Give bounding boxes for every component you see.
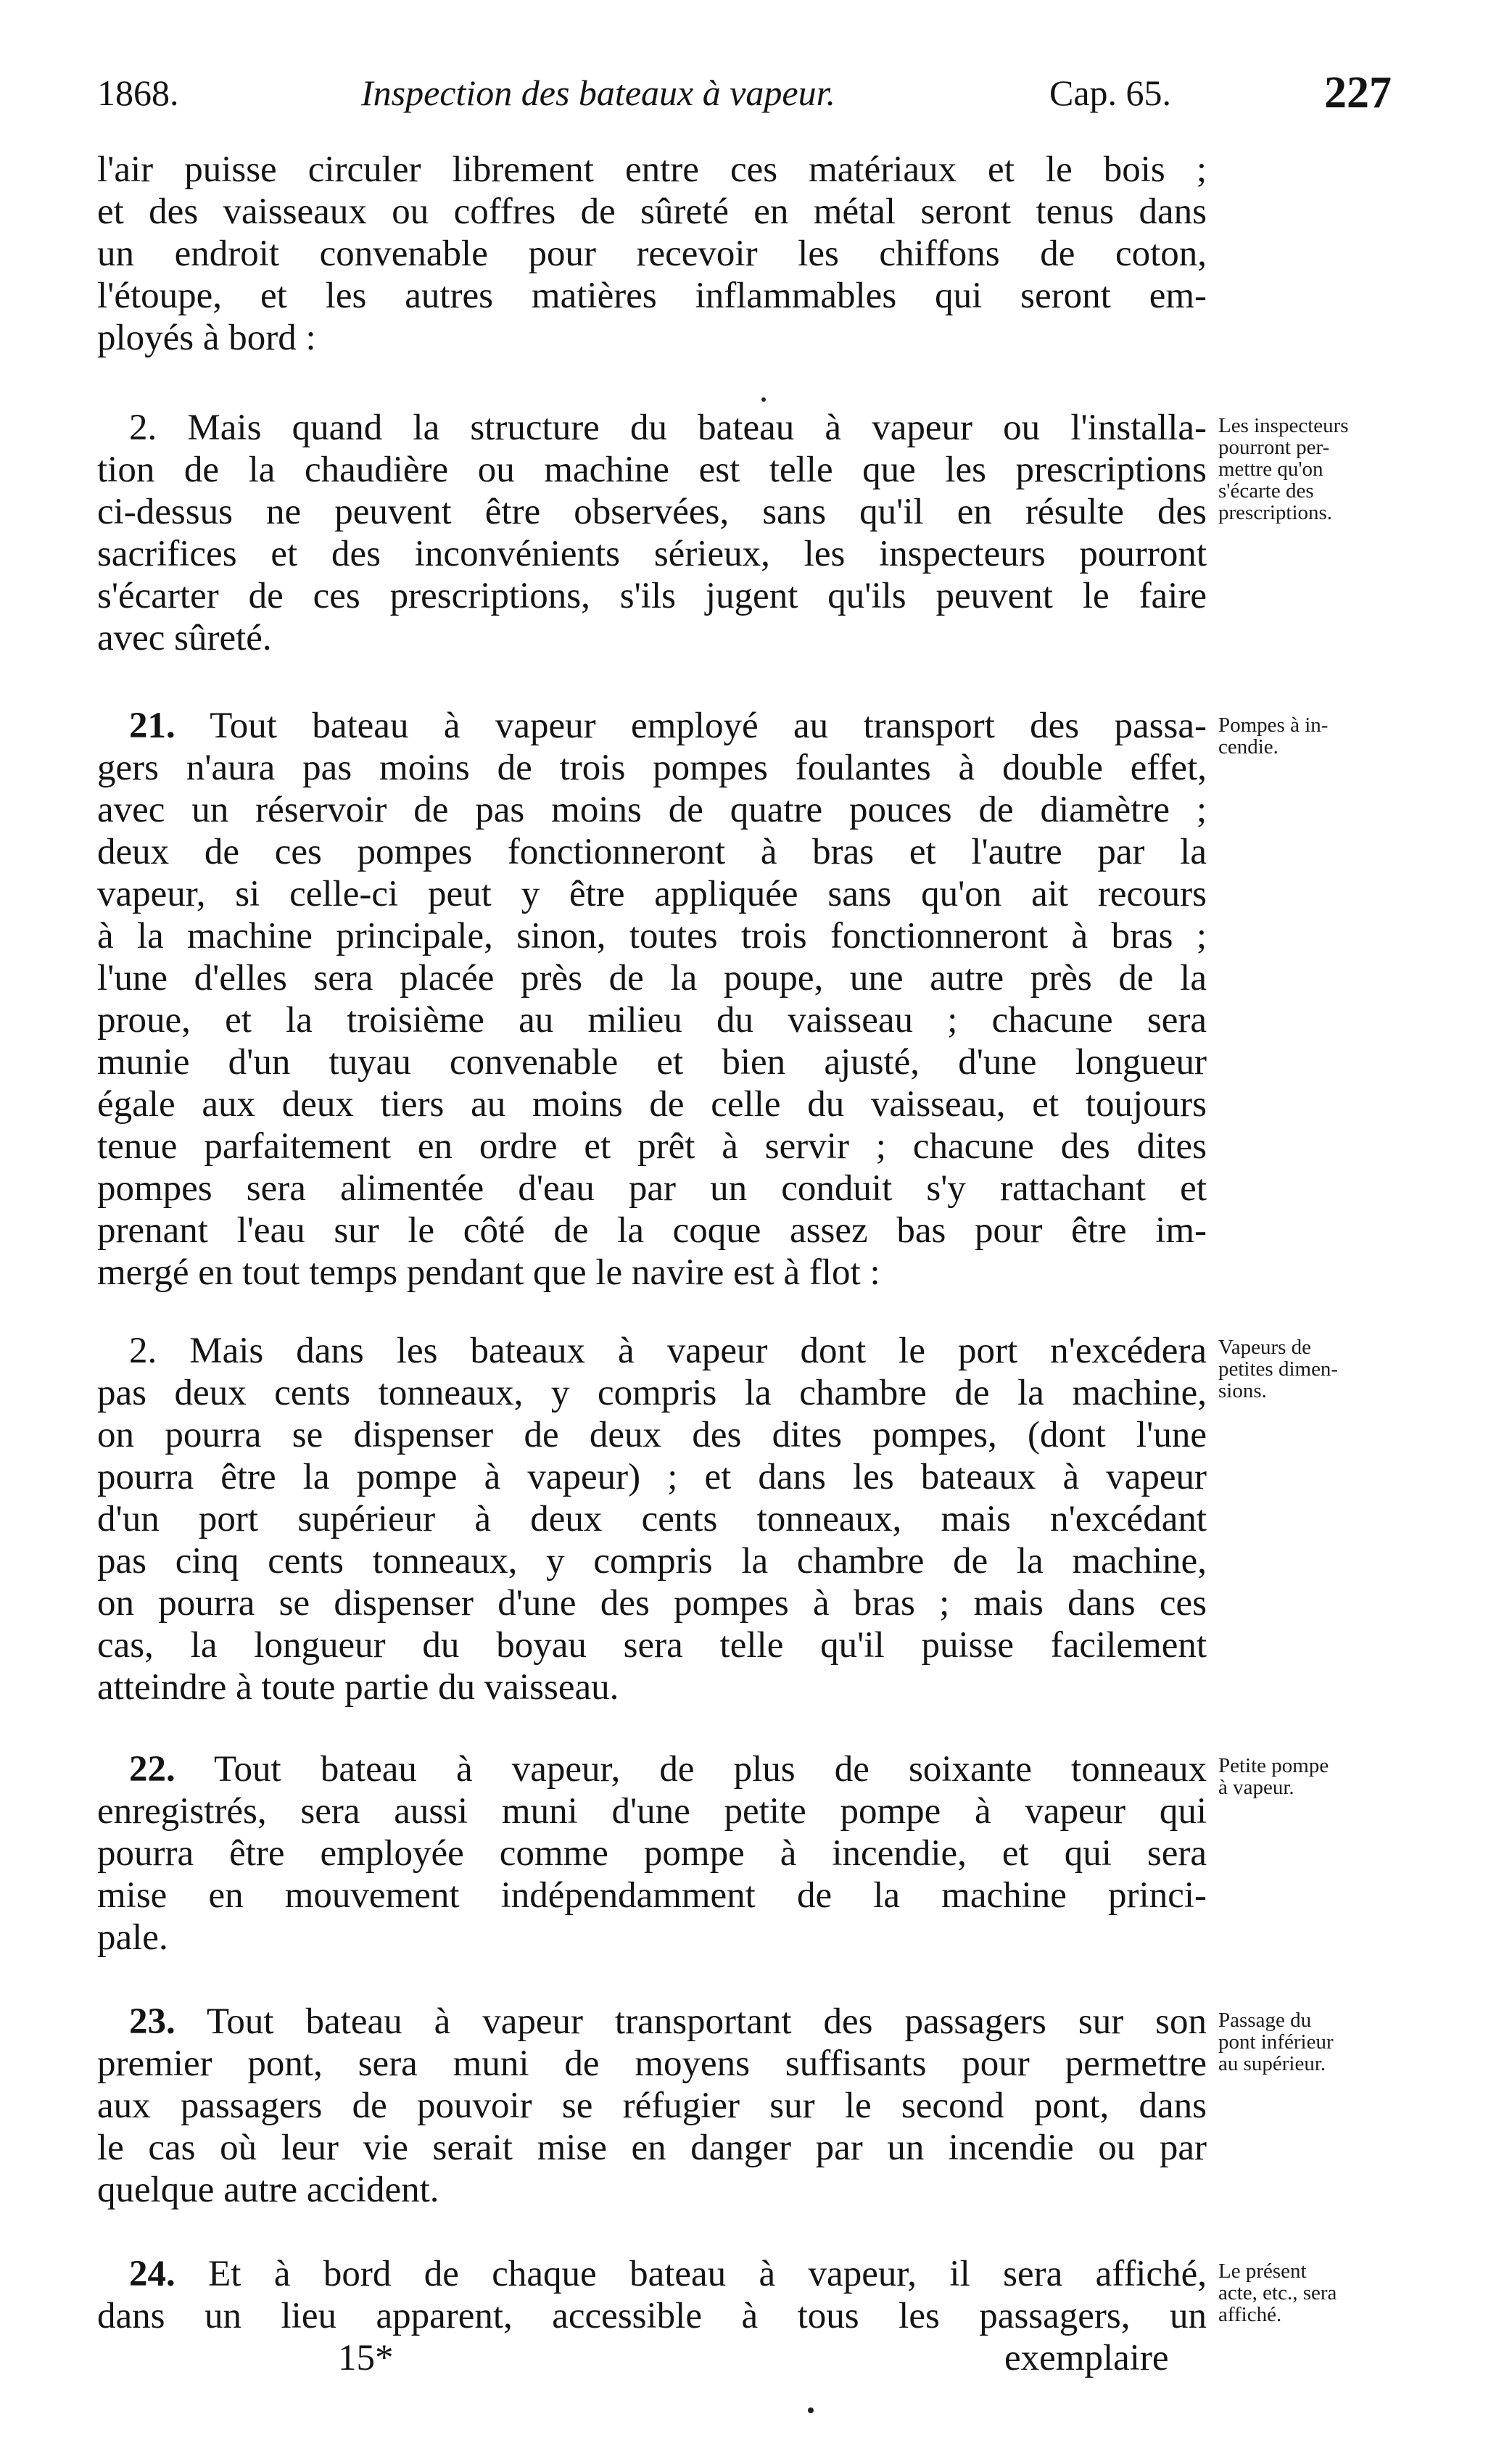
text-line: prenant l'eau sur le côté de la coque assez bas pour être im- [97,1210,1207,1251]
text-line: pourra être employée comme pompe à incendie, et qui sera [97,1833,1207,1874]
text-line: pas cinq cents tonneaux, y compris la chambre de la machine, [97,1541,1207,1582]
text-line: munie d'un tuyau convenable et bien ajusté, d'une longueur [97,1042,1207,1083]
text-line: égale aux deux tiers au moins de celle du vaisseau, et toujours [97,1084,1207,1125]
margin-note: Pompes à in- cendie. [1218,714,1329,758]
text-line: aux passagers de pouvoir se réfugier sur le second pont, dans [97,2085,1207,2126]
text-line: pourra être la pompe à vapeur) ; et dans les bateaux à vapeur [97,1457,1207,1497]
text-line: 23. Tout bateau à vapeur transportant des passagers sur son [129,2001,1207,2042]
text-line: on pourra se dispenser d'une des pompes à bras ; mais dans ces [97,1583,1207,1624]
text-line: et des vaisseaux ou coffres de sûreté en métal seront tenus dans [97,191,1207,232]
text-line: premier pont, sera muni de moyens suffisants pour permettre [97,2043,1207,2084]
text-line: mise en mouvement indépendamment de la machine princi- [97,1875,1207,1916]
text-line: pompes sera alimentée d'eau par un conduit s'y rattachant et [97,1168,1207,1209]
text-line: mergé en tout temps pendant que le navire est à flot : [97,1252,880,1293]
margin-note: Le présent acte, etc., sera affiché. [1218,2260,1337,2326]
text-line: s'écarter de ces prescriptions, s'ils jugent qu'ils peuvent le faire [97,576,1207,616]
text-line: dans un lieu apparent, accessible à tous les passagers, un [97,2296,1207,2336]
text-line: sacrifices et des inconvénients sérieux, les inspecteurs pourront [97,534,1207,574]
section-number: 24. [129,2254,175,2294]
text-line: ployés à bord : [97,318,316,358]
text-line: 2. Mais dans les bateaux à vapeur dont le port n'excédera [129,1331,1207,1371]
text-line: pale. [97,1917,168,1958]
text-line: vapeur, si celle-ci peut y être appliquée sans qu'on ait recours [97,874,1207,914]
header-title: Inspection des bateaux à vapeur. [361,73,836,113]
text-line: avec un réservoir de pas moins de quatre pouces de diamètre ; [97,790,1207,830]
ink-speck [808,2407,814,2413]
text-line: tenue parfaitement en ordre et prêt à servir ; chacune des dites [97,1126,1207,1167]
section-number: 23. [129,2001,175,2042]
ink-speck [761,397,766,402]
margin-note: Les inspecteurs pourront per- mettre qu'on s'écarte des prescriptions. [1218,414,1349,524]
text-line: d'un port supérieur à deux cents tonneaux, mais n'excédant [97,1499,1207,1539]
text-line: l'étoupe, et les autres matières inflammables qui seront em- [97,276,1207,316]
text-line: tion de la chaudière ou machine est telle que les prescriptions [97,450,1207,490]
text-line: enregistrés, sera aussi muni d'une petite pompe à vapeur qui [97,1791,1207,1832]
header-year: 1868. [97,73,179,113]
signature-mark: 15* [338,2338,394,2378]
text-line: quelque autre accident. [97,2170,439,2210]
catchword: exemplaire [1004,2338,1169,2378]
header-chapter: Cap. 65. [1049,73,1172,113]
text-line: ci-dessus ne peuvent être observées, sans qu'il en résulte des [97,492,1207,532]
text-line: l'air puisse circuler librement entre ces matériaux et le bois ; [97,149,1207,190]
text-line: à la machine principale, sinon, toutes trois fonctionneront à bras ; [97,916,1207,956]
text-line: 24. Et à bord de chaque bateau à vapeur, il sera affiché, [129,2254,1207,2294]
text-line: on pourra se dispenser de deux des dites pompes, (dont l'une [97,1415,1207,1455]
text-line: l'une d'elles sera placée près de la poupe, une autre près de la [97,958,1207,999]
section-number: 22. [129,1749,175,1790]
text-line: deux de ces pompes fonctionneront à bras et l'autre par la [97,832,1207,872]
text-line: 22. Tout bateau à vapeur, de plus de soixante tonneaux [129,1749,1207,1790]
margin-note: Passage du pont inférieur au supérieur. [1218,2009,1334,2075]
text-line: 2. Mais quand la structure du bateau à vapeur ou l'installa- [129,408,1207,448]
text-line: pas deux cents tonneaux, y compris la chambre de la machine, [97,1373,1207,1413]
text-line: proue, et la troisième au milieu du vaisseau ; chacune sera [97,1000,1207,1041]
text-line: le cas où leur vie serait mise en danger par un incendie ou par [97,2128,1207,2168]
margin-note: Vapeurs de petites dimen- sions. [1218,1336,1339,1402]
text-line: atteindre à toute partie du vaisseau. [97,1667,619,1708]
section-number: 21. [129,706,175,746]
text-line: gers n'aura pas moins de trois pompes foulantes à double effet, [97,748,1207,788]
margin-note: Petite pompe à vapeur. [1218,1754,1329,1799]
text-line: un endroit convenable pour recevoir les chiffons de coton, [97,233,1207,274]
text-line: avec sûreté. [97,618,272,658]
page-number: 227 [1324,68,1392,117]
text-line: 21. Tout bateau à vapeur employé au transport des passa- [129,706,1207,746]
running-header [0,64,1512,122]
text-line: cas, la longueur du boyau sera telle qu'il puisse facilement [97,1625,1207,1666]
